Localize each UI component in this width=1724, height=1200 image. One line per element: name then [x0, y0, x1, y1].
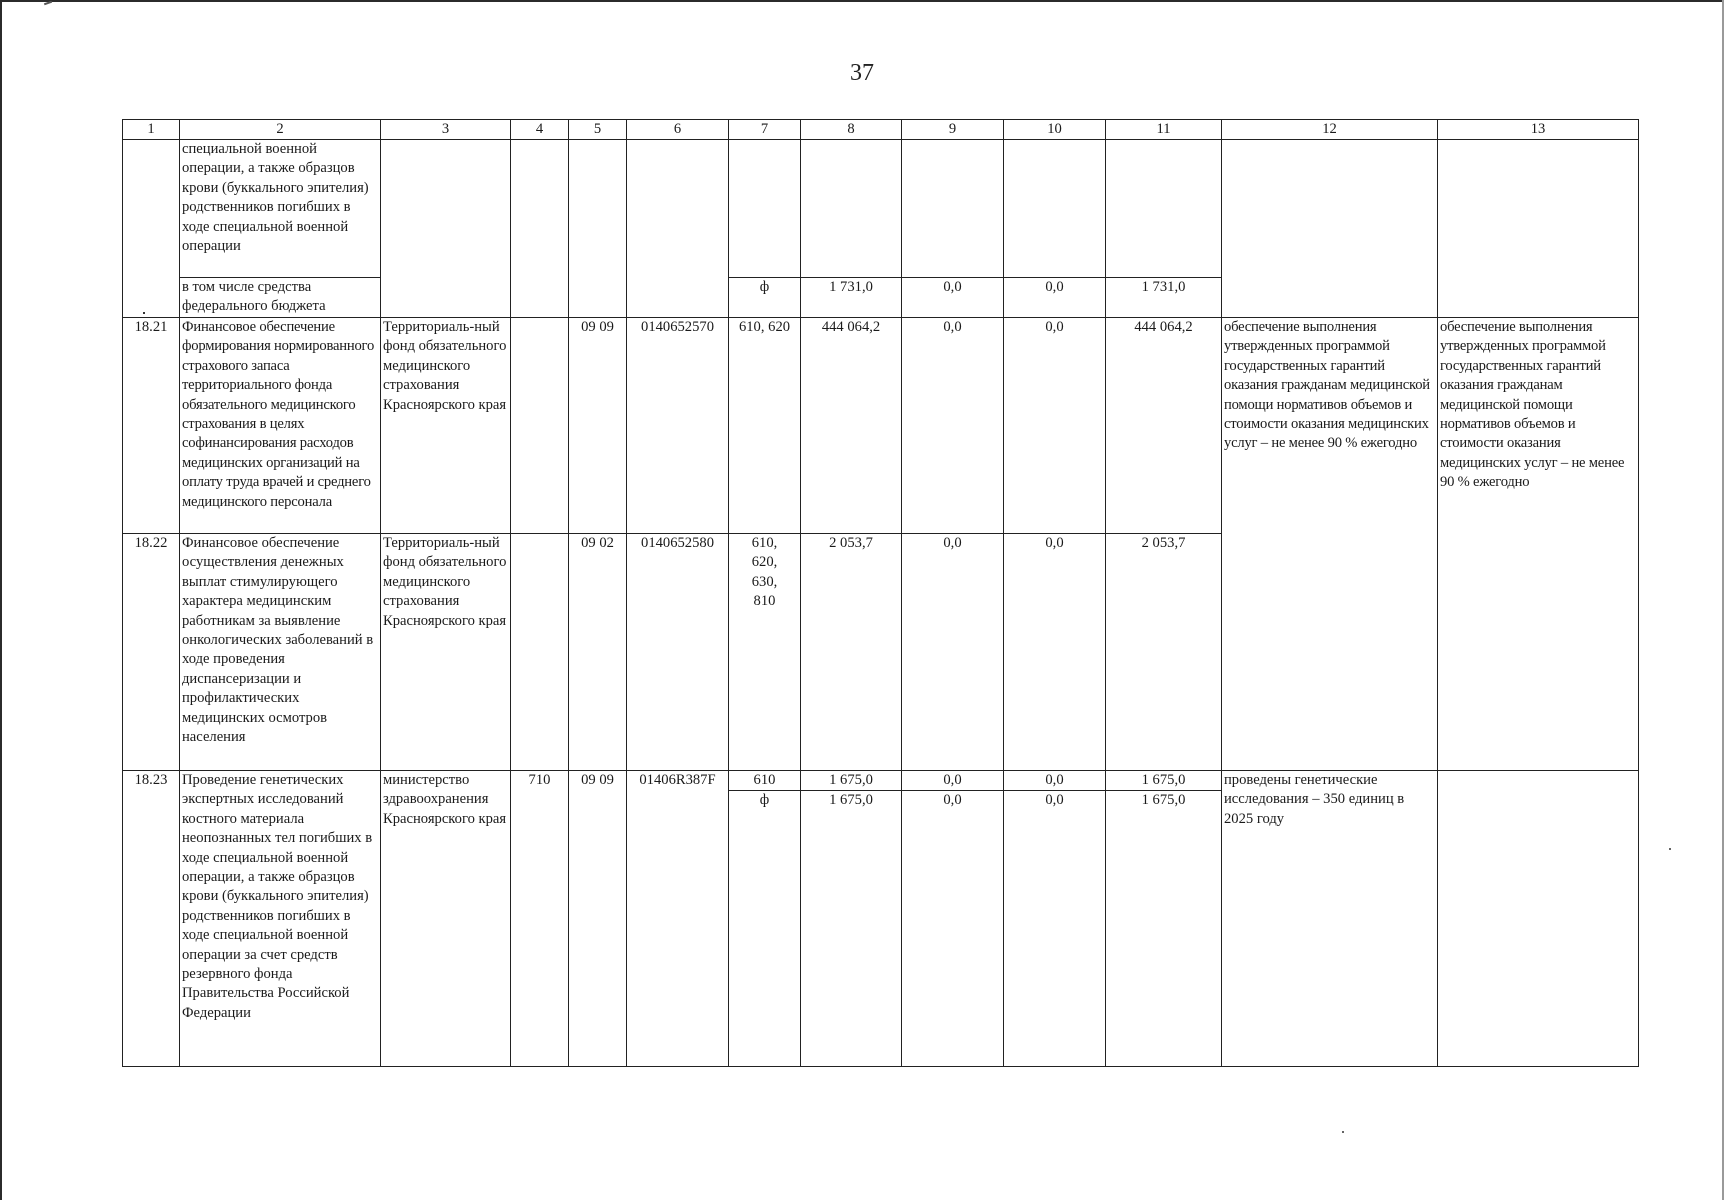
- section-code-cell: [569, 140, 627, 318]
- activity-name: специальной военной операции, а также образцов крови (буккального эпителия) родственников погибших в ходе специальной военной операции: [180, 140, 381, 278]
- section-code-cell: 09 09: [569, 771, 627, 1067]
- amount-cell: 0,0: [1004, 534, 1106, 771]
- amount-cell: [1004, 140, 1106, 278]
- result-cell: [1438, 140, 1639, 318]
- row-number-cell: [123, 140, 180, 318]
- header-cell: 4: [511, 120, 569, 140]
- amount-cell: 0,0: [902, 278, 1004, 318]
- scan-speck: [1669, 848, 1671, 850]
- scan-speck: [1342, 1131, 1344, 1133]
- amount-cell: 0,0: [1004, 791, 1106, 1067]
- amount-cell: 444 064,2: [801, 318, 902, 534]
- expense-type-list: 610, 620, 630, 810: [751, 535, 778, 610]
- grbs-cell: [511, 318, 569, 534]
- header-cell: 1: [123, 120, 180, 140]
- section-code-cell: 09 09: [569, 318, 627, 534]
- header-cell: 3: [381, 120, 511, 140]
- amount-cell: 0,0: [902, 534, 1004, 771]
- amount-cell: 2 053,7: [801, 534, 902, 771]
- expense-type-cell: ф: [729, 791, 801, 1067]
- amount-cell: 444 064,2: [1106, 318, 1222, 534]
- amount-cell: 1 675,0: [801, 791, 902, 1067]
- header-cell: 11: [1106, 120, 1222, 140]
- budget-table: [122, 119, 1639, 1067]
- amount-cell: 1 675,0: [801, 771, 902, 791]
- target-code-cell: 01406R387F: [627, 771, 729, 1067]
- amount-cell: [801, 140, 902, 278]
- header-cell: 10: [1004, 120, 1106, 140]
- activity-name: Финансовое обеспечение формирования нормированного страхового запаса территориального фонда обязательного медицинского страхования в целях софинансирования расходов медицинских организаций на оплату труда врачей и среднего медицинского персонала: [180, 318, 381, 534]
- executor-cell: Территориаль-ный фонд обязательного медицинского страхования Красноярского края: [381, 534, 511, 771]
- result-cell: [1438, 771, 1639, 1067]
- expense-type-cell: [729, 140, 801, 278]
- amount-cell: 0,0: [902, 318, 1004, 534]
- activity-name: Финансовое обеспечение осуществления денежных выплат стимулирующего характера медицинским работникам за выявление онкологических заболеваний в ходе проведения диспансеризации и профилактических медицинских осмотров населения: [180, 534, 381, 771]
- amount-cell: 0,0: [1004, 278, 1106, 318]
- amount-cell: 0,0: [902, 771, 1004, 791]
- row-number-cell: 18.23: [123, 771, 180, 1067]
- table-row: [123, 140, 1639, 278]
- header-cell: 9: [902, 120, 1004, 140]
- header-cell: 2: [180, 120, 381, 140]
- expense-type-cell: 610, 620: [729, 318, 801, 534]
- table-row: [123, 318, 1639, 534]
- header-cell: 8: [801, 120, 902, 140]
- amount-cell: 2 053,7: [1106, 534, 1222, 771]
- scan-edge-top: [0, 0, 1724, 2]
- table-row: [123, 771, 1639, 791]
- header-cell: 13: [1438, 120, 1639, 140]
- row-number-cell: 18.21: [123, 318, 180, 534]
- header-cell: 12: [1222, 120, 1438, 140]
- header-cell: 5: [569, 120, 627, 140]
- section-code-cell: 09 02: [569, 534, 627, 771]
- target-code-cell: 0140652580: [627, 534, 729, 771]
- amount-cell: 1 731,0: [1106, 278, 1222, 318]
- result-cell: обеспечение выполнения утвержденных программой государственных гарантий оказания гражданам медицинской помощи нормативов объемов и стоимости оказания медицинских услуг – не менее 90 % ежегодно: [1438, 318, 1639, 771]
- target-code-cell: [627, 140, 729, 318]
- page-number: 37: [850, 60, 874, 86]
- scan-edge-left: [0, 0, 2, 1200]
- header-row: [123, 120, 1639, 140]
- target-code-cell: 0140652570: [627, 318, 729, 534]
- grbs-cell: [511, 140, 569, 318]
- result-cell: проведены генетические исследования – 350 единиц в 2025 году: [1222, 771, 1438, 1067]
- expense-type-cell: 610: [729, 771, 801, 791]
- amount-cell: 0,0: [1004, 318, 1106, 534]
- activity-name: Проведение генетических экспертных исследований костного материала неопознанных тел погибших в ходе специальной военной операции, а также образцов крови (буккального эпителия) родственников погибших в ходе специальной военной операции за счет средств резервного фонда Правительства Российской Федерации: [180, 771, 381, 1067]
- amount-cell: 0,0: [902, 791, 1004, 1067]
- grbs-cell: [511, 534, 569, 771]
- amount-cell: 0,0: [1004, 771, 1106, 791]
- executor-cell: [381, 140, 511, 318]
- result-cell: обеспечение выполнения утвержденных программой государственных гарантий оказания гражданам медицинской помощи нормативов объемов и стоимости оказания медицинских услуг – не менее 90 % ежегодно: [1222, 318, 1438, 771]
- amount-cell: 1 731,0: [801, 278, 902, 318]
- expense-type-cell: ф: [729, 278, 801, 318]
- expense-type-cell: [729, 534, 801, 771]
- amount-cell: [1106, 140, 1222, 278]
- header-cell: 7: [729, 120, 801, 140]
- amount-cell: [902, 140, 1004, 278]
- executor-cell: министерство здравоохранения Красноярского края: [381, 771, 511, 1067]
- executor-cell: Территориаль-ный фонд обязательного медицинского страхования Красноярского края: [381, 318, 511, 534]
- row-number-cell: 18.22: [123, 534, 180, 771]
- amount-cell: 1 675,0: [1106, 771, 1222, 791]
- grbs-cell: 710: [511, 771, 569, 1067]
- activity-name: в том числе средства федерального бюджета: [180, 278, 381, 318]
- result-cell: [1222, 140, 1438, 318]
- header-cell: 6: [627, 120, 729, 140]
- amount-cell: 1 675,0: [1106, 791, 1222, 1067]
